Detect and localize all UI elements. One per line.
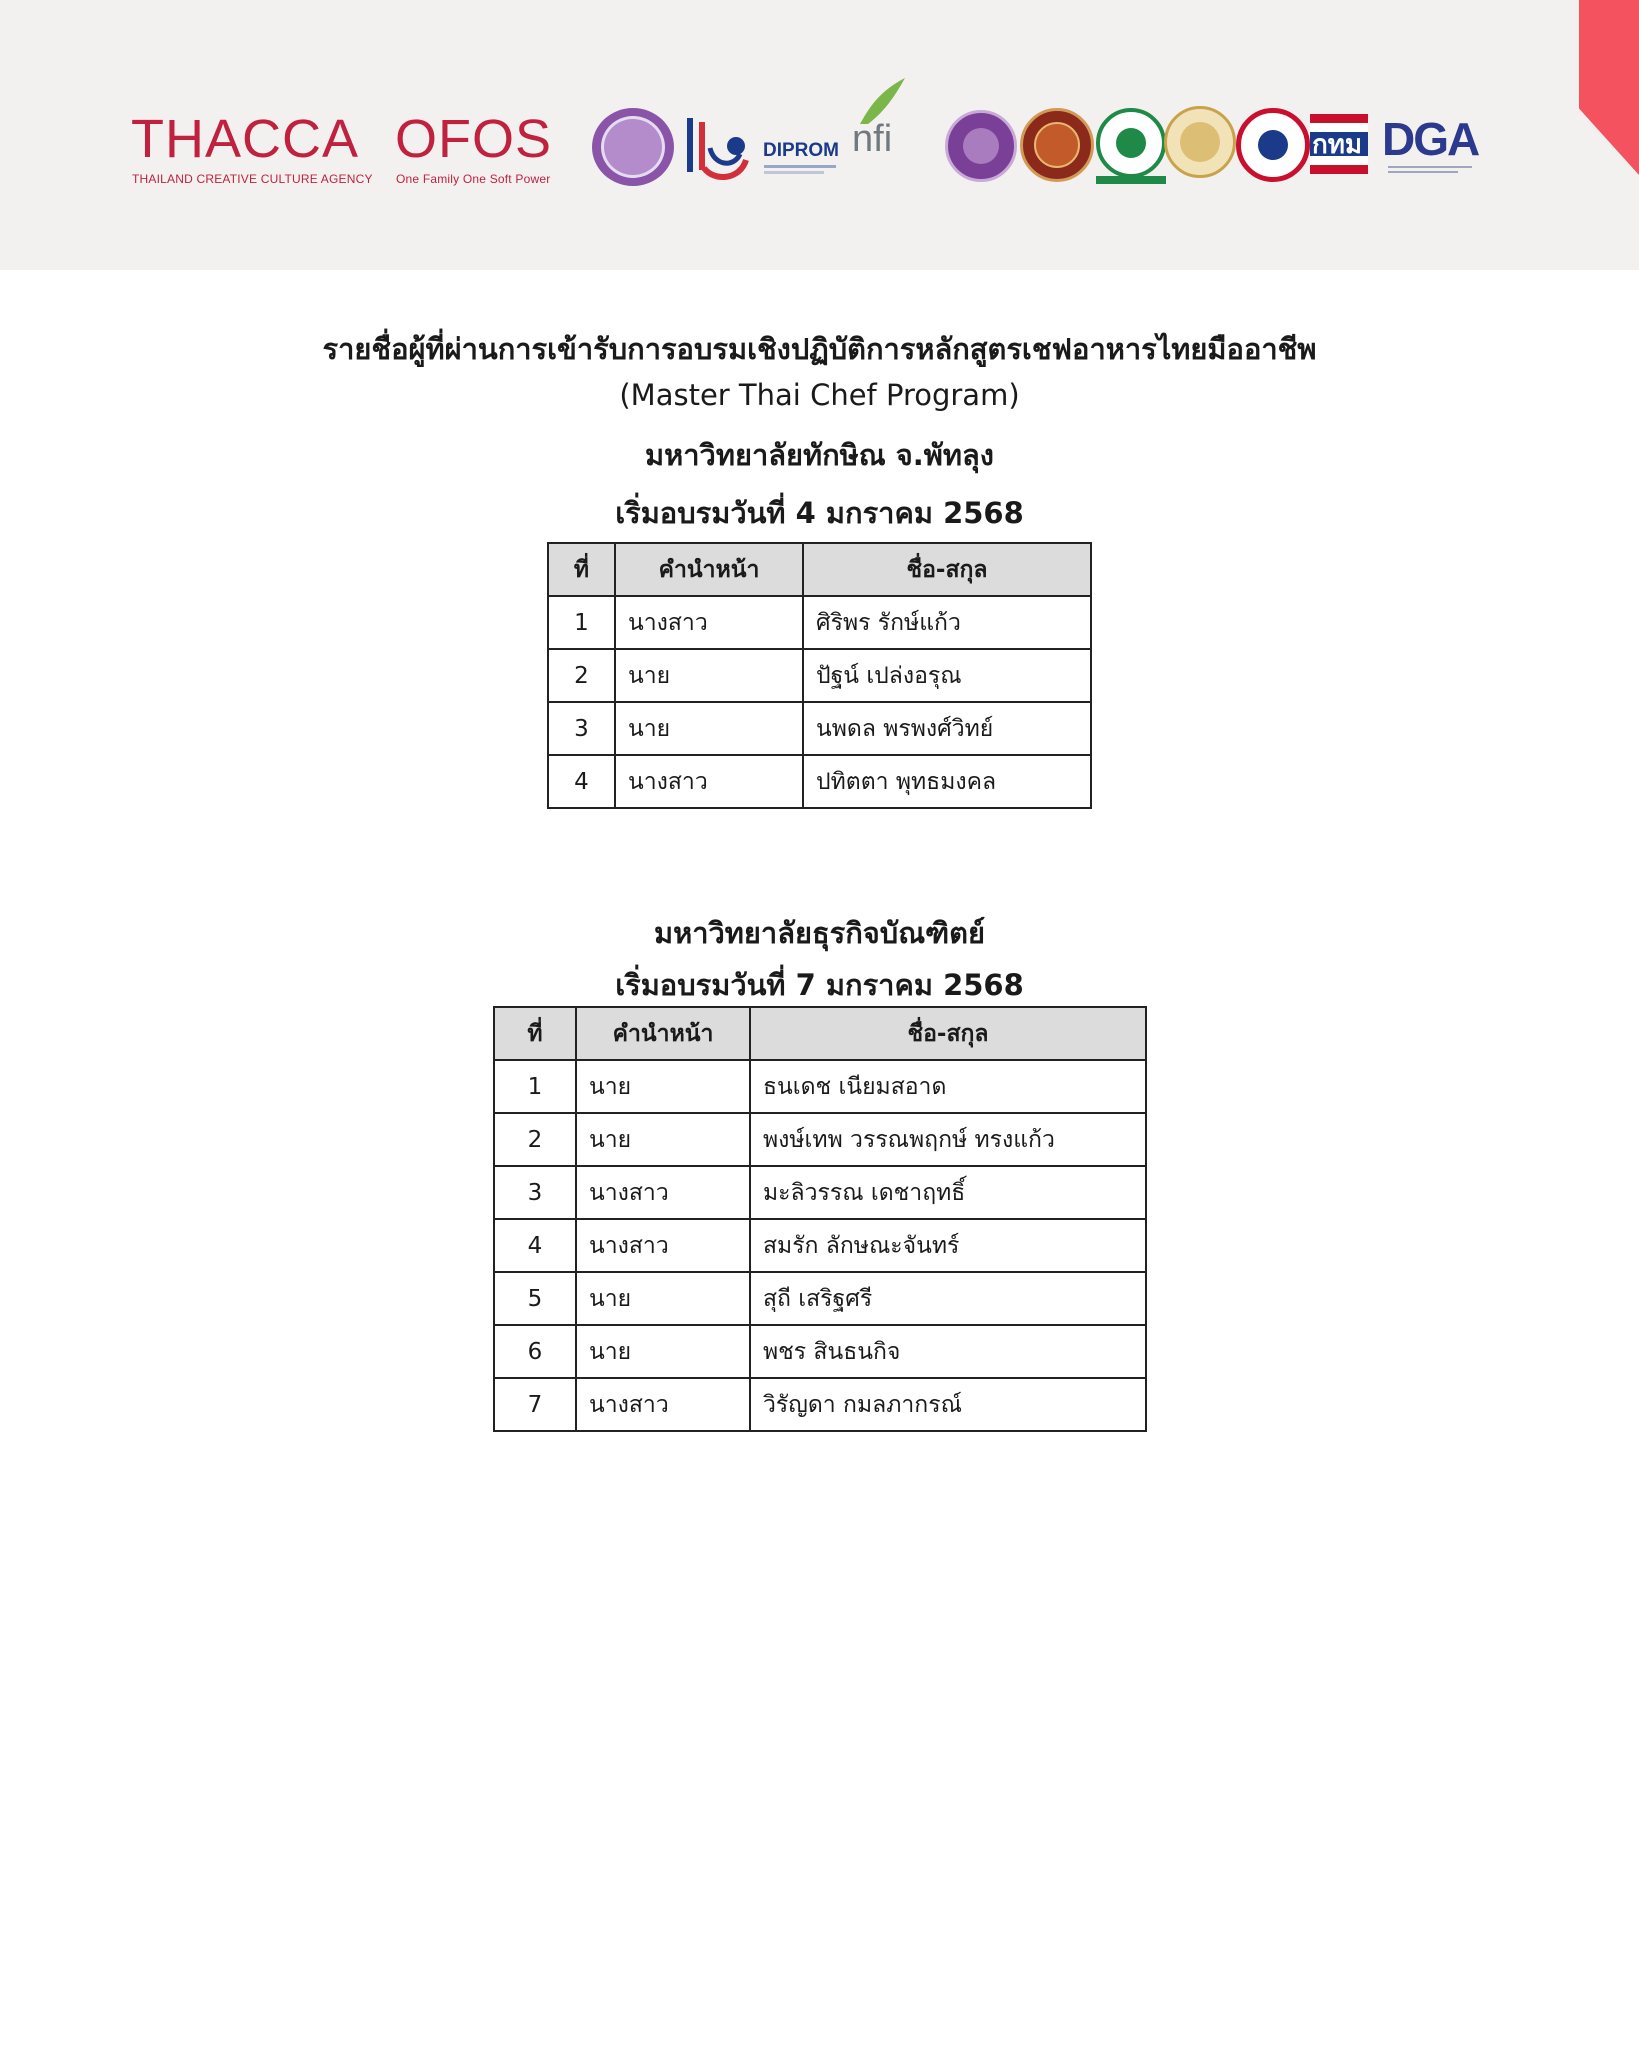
table-row	[548, 649, 1091, 702]
row-fullname: นพดล พรพงศ์วิทย์	[803, 702, 1091, 755]
diprom-logo-underline-2	[764, 171, 824, 174]
row-number: 6	[494, 1325, 576, 1378]
row-fullname: ศิริพร รักษ์แก้ว	[803, 596, 1091, 649]
table-row	[548, 702, 1091, 755]
column-header-number: ที่	[494, 1007, 576, 1060]
section-1-institution: มหาวิทยาลัยทักษิณ จ.พัทลุง	[645, 438, 994, 472]
dga-subtitle-line-2	[1388, 171, 1458, 173]
bma-logo: กทม	[1312, 129, 1363, 159]
nfi-logo: nfi	[852, 118, 893, 160]
row-title: นางสาว	[615, 596, 803, 649]
column-header-fullname: ชื่อ-สกุล	[750, 1007, 1146, 1060]
section-1-start-date: เริ่มอบรมวันที่ 4 มกราคม 2568	[615, 496, 1024, 530]
header-band	[0, 0, 1639, 270]
dga-logo: DGA	[1382, 113, 1479, 165]
table-row	[494, 1325, 1146, 1378]
table-row	[494, 1060, 1146, 1113]
row-title: นาย	[615, 649, 803, 702]
row-fullname: มะลิวรรณ เดชาฤทธิ์	[750, 1166, 1146, 1219]
gold-seal-icon	[1164, 106, 1236, 178]
section-2-start-date: เริ่มอบรมวันที่ 7 มกราคม 2568	[615, 968, 1024, 1002]
row-fullname: พชร สินธนกิจ	[750, 1325, 1146, 1378]
row-number: 2	[548, 649, 615, 702]
table-row	[494, 1219, 1146, 1272]
section-2-institution: มหาวิทยาลัยธุรกิจบัณฑิตย์	[654, 916, 985, 950]
ministry-industry-logo-icon	[680, 108, 760, 184]
tpqi-seal-icon	[1236, 108, 1310, 182]
table-row	[494, 1272, 1146, 1325]
column-header-title: คำนำหน้า	[615, 543, 803, 596]
row-number: 4	[548, 755, 615, 808]
row-number: 3	[548, 702, 615, 755]
table-row	[494, 1166, 1146, 1219]
row-title: นางสาว	[576, 1378, 750, 1431]
health-dept-label-bar	[1096, 176, 1166, 184]
row-title: นาย	[615, 702, 803, 755]
section-1-roster-table	[547, 542, 1092, 809]
row-number: 4	[494, 1219, 576, 1272]
diprom-logo-underline	[764, 165, 836, 168]
row-number: 2	[494, 1113, 576, 1166]
diprom-logo: DIPROM	[763, 140, 839, 161]
ofos-logo-subtitle: One Family One Soft Power	[396, 172, 551, 186]
health-dept-seal-icon	[1096, 108, 1166, 178]
purple-seal-icon	[945, 110, 1017, 182]
row-title: นาย	[576, 1272, 750, 1325]
red-gold-seal-icon	[1020, 108, 1094, 182]
thacca-logo-subtitle: THAILAND CREATIVE CULTURE AGENCY	[132, 172, 373, 186]
ministry-culture-seal-icon	[592, 108, 674, 186]
row-fullname: ธนเดช เนียมสอาด	[750, 1060, 1146, 1113]
row-fullname: สุถี เสริฐศรี	[750, 1272, 1146, 1325]
table-row	[494, 1113, 1146, 1166]
table-header-row	[548, 543, 1091, 596]
section-2-roster-table	[493, 1006, 1147, 1432]
row-fullname: พงษ์เทพ วรรณพฤกษ์ ทรงแก้ว	[750, 1113, 1146, 1166]
row-number: 5	[494, 1272, 576, 1325]
row-number: 1	[548, 596, 615, 649]
row-title: นาย	[576, 1113, 750, 1166]
column-header-title: คำนำหน้า	[576, 1007, 750, 1060]
table-row	[548, 596, 1091, 649]
row-fullname: ปทิตตา พุทธมงคล	[803, 755, 1091, 808]
row-number: 1	[494, 1060, 576, 1113]
table-header-row	[494, 1007, 1146, 1060]
column-header-fullname: ชื่อ-สกุล	[803, 543, 1091, 596]
document-title: รายชื่อผู้ที่ผ่านการเข้ารับการอบรมเชิงปฏิบัติการหลักสูตรเชฟอาหารไทยมืออาชีพ	[322, 332, 1317, 366]
row-title: นาย	[576, 1325, 750, 1378]
table-row	[494, 1378, 1146, 1431]
dga-subtitle-line	[1388, 166, 1472, 168]
thacca-logo: THACCA	[131, 109, 360, 169]
row-fullname: วิรัญดา กมลภากรณ์	[750, 1378, 1146, 1431]
row-number: 3	[494, 1166, 576, 1219]
program-name: (Master Thai Chef Program)	[619, 378, 1020, 412]
row-title: นางสาว	[576, 1166, 750, 1219]
row-fullname: ปัฐน์ เปล่งอรุณ	[803, 649, 1091, 702]
column-header-number: ที่	[548, 543, 615, 596]
row-title: นางสาว	[576, 1219, 750, 1272]
table-row	[548, 755, 1091, 808]
row-number: 7	[494, 1378, 576, 1431]
row-title: นาย	[576, 1060, 750, 1113]
row-fullname: สมรัก ลักษณะจันทร์	[750, 1219, 1146, 1272]
ofos-logo: OFOS	[395, 109, 553, 169]
row-title: นางสาว	[615, 755, 803, 808]
